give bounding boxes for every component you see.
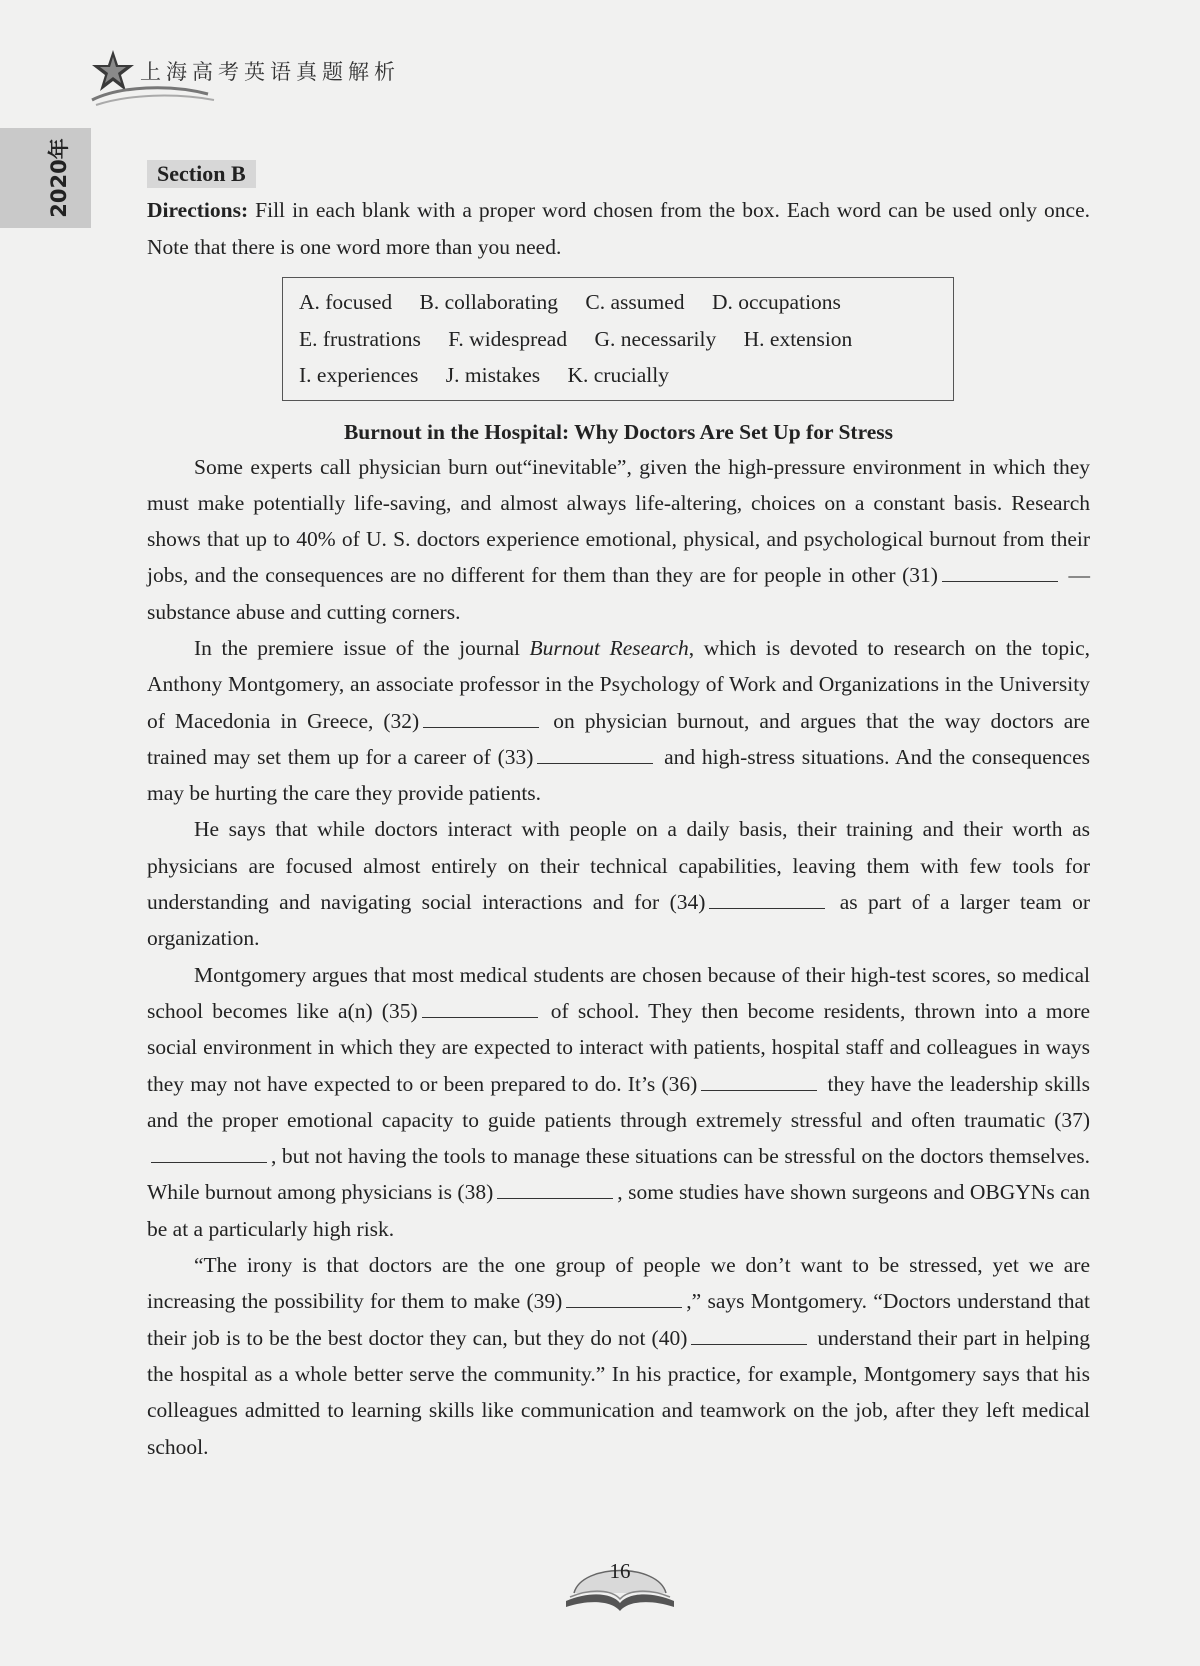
- word-option: K. crucially: [567, 363, 669, 387]
- paragraph-text: understand their part in helping the hospital as a whole better serve the community.” In his practice, for example, Montgomery says that his colleagues admitted to learning skills like communication and teamwork on the job, after they left medical school.: [147, 1325, 1091, 1459]
- blank-number-34: (34): [669, 890, 706, 915]
- word-box-row: [299, 284, 953, 321]
- paragraph-text: — substance abuse and cutting corners.: [147, 563, 1091, 624]
- blank-number-39: (39): [526, 1289, 563, 1314]
- running-header: [90, 48, 450, 108]
- word-option: J. mistakes: [445, 363, 541, 387]
- word-option: E. frustrations: [299, 326, 421, 351]
- directions-text: Fill in each blank with a proper word chosen from the box. Each word can be used only once. Note that there is one word more than you need.: [147, 198, 1090, 259]
- paragraph-4: [147, 957, 1090, 1247]
- journal-title: Burnout Research: [529, 635, 689, 660]
- page-number: 16: [609, 1559, 631, 1583]
- word-option: G. necessarily: [594, 326, 717, 351]
- word-box: [282, 277, 954, 401]
- main-content: [147, 160, 1090, 1465]
- word-option: F. widespread: [448, 326, 568, 351]
- paragraph-3: [147, 811, 1090, 956]
- paragraph-text: In the premiere issue of the journal: [194, 635, 520, 660]
- word-option: D. occupations: [711, 290, 841, 314]
- paragraph-text: and high-stress situations. And the consequences may be hurting the care they provide patients.: [147, 744, 1090, 806]
- paragraph-text: , some studies have shown surgeons and OBGYNs can be at a particularly high risk.: [147, 1180, 1090, 1241]
- page-footer: [560, 1557, 680, 1617]
- header-title: 上海高考英语真题解析: [140, 60, 400, 84]
- paragraph-text: “The irony is that doctors are the one group of people we don’t want to be stressed, yet we are increasing the possibility for them to make: [147, 1253, 1090, 1314]
- blank-number-32: (32): [383, 708, 420, 733]
- directions: [147, 192, 1090, 265]
- paragraph-text: of school. They then become residents, thrown into a more social environment in which they are expected to interact with patients, hospital staff and colleagues in ways they may not have expected to or been prepared to do. It’s: [147, 998, 1091, 1096]
- blank-number-35: (35): [381, 998, 418, 1023]
- word-box-row: [299, 357, 953, 394]
- word-option: H. extension: [743, 326, 853, 351]
- blank-40[interactable]: [691, 1324, 807, 1345]
- blank-31[interactable]: [942, 561, 1058, 582]
- blank-37[interactable]: [151, 1142, 267, 1163]
- paragraph-text: on physician burnout, and argues that the way doctors are trained may set them up for a career of: [147, 708, 1090, 769]
- header-swoosh: [90, 78, 220, 108]
- paragraph-text: Some experts call physician burn out“inevitable”, given the high-pressure environment in which they must make potentially life-saving, and almost always life-altering, choices on a constant basis. Research shows that up to 40% of U. S. doctors experience emotional, physical, and psychological burnout from their jobs, and the consequences are no different for them than they are for people in other: [147, 454, 1090, 588]
- paragraph-text: , but not having the tools to manage these situations can be stressful on the doctors themselves. While burnout among physicians is: [147, 1144, 1090, 1205]
- word-option: A. focused: [299, 290, 393, 314]
- paragraph-text: He says that while doctors interact with people on a daily basis, their training and their worth as physicians are focused almost entirely on their technical capabilities, leaving them with few tools for understanding and navigating social interactions and for: [147, 817, 1090, 915]
- directions-label: Directions:: [147, 198, 249, 222]
- year-label: 2020年: [47, 138, 71, 218]
- paragraph-2: [147, 630, 1090, 811]
- paragraph-text: Montgomery argues that most medical students are chosen because of their high-test scores, so medical school becomes like a(n): [147, 962, 1090, 1023]
- blank-number-31: (31): [902, 563, 938, 588]
- paragraph-text: ,” says Montgomery. “Doctors understand that their job is to be the best doctor they can, but they do not: [147, 1289, 1090, 1350]
- paragraph-text: they have the leadership skills and the proper emotional capacity to guide patients through extremely stressful and often traumatic: [147, 1071, 1091, 1132]
- blank-32[interactable]: [423, 707, 539, 728]
- blank-number-33: (33): [497, 744, 534, 769]
- blank-33[interactable]: [537, 743, 653, 764]
- paragraph-1: [147, 449, 1090, 630]
- blank-39[interactable]: [566, 1287, 682, 1308]
- blank-number-36: (36): [661, 1071, 698, 1096]
- blank-number-40: (40): [651, 1325, 688, 1350]
- paragraph-text: , which is devoted to research on the topic, Anthony Montgomery, an associate professor in the Psychology of Work and Organizations in the University of Macedonia in Greece,: [147, 635, 1091, 733]
- paragraph-5: [147, 1247, 1090, 1465]
- blank-36[interactable]: [701, 1070, 817, 1091]
- blank-number-37: (37): [1054, 1107, 1091, 1132]
- blank-38[interactable]: [497, 1178, 613, 1199]
- article-title: Burnout in the Hospital: Why Doctors Are Set Up for Stress: [343, 419, 894, 444]
- paragraph-text: as part of a larger team or organization.: [147, 890, 1090, 951]
- blank-34[interactable]: [709, 888, 825, 909]
- section-label: Section B: [147, 160, 256, 188]
- word-option: C. assumed: [585, 290, 685, 314]
- blank-35[interactable]: [422, 997, 538, 1018]
- word-option: I. experiences: [299, 363, 419, 387]
- word-option: B. collaborating: [419, 290, 559, 314]
- word-box-row: [299, 321, 953, 358]
- blank-number-38: (38): [457, 1180, 494, 1205]
